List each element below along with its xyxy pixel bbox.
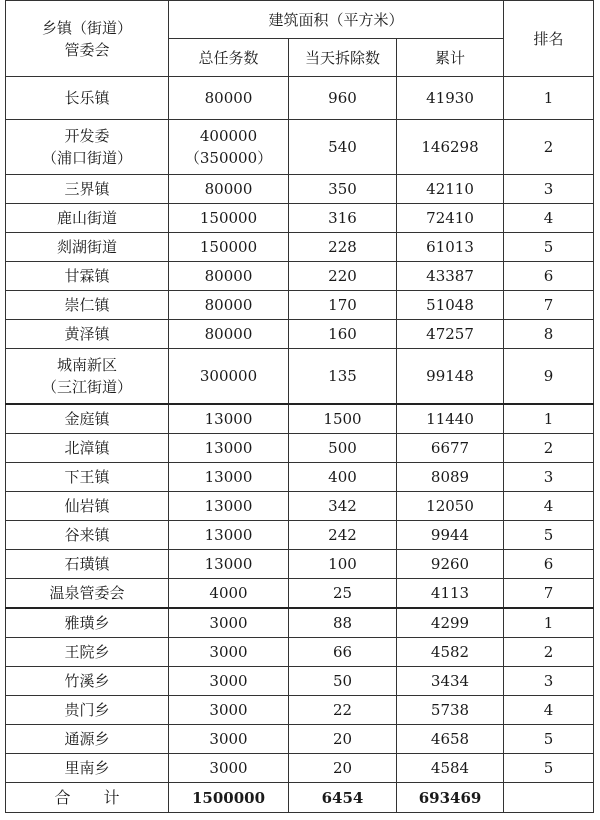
cell-rank [504,349,594,405]
cell-rank-text: 4 [543,497,554,515]
table-row [6,638,594,667]
cell-total-tasks [169,404,289,434]
cell-total-tasks-text: 3000 [209,701,248,719]
cell-township [6,175,169,204]
table-row [6,725,594,754]
cell-total-tasks-text: 80000 [204,296,253,314]
cell-today [289,175,397,204]
cell-rank-text: 5 [543,238,554,256]
table-row [6,608,594,638]
cell-cumulative-text: 99148 [426,367,474,385]
cell-township [6,120,169,175]
cell-township [6,579,169,609]
cell-township [6,77,169,120]
cell-rank-text: 3 [543,180,554,198]
cell-today [289,404,397,434]
cell-rank [504,521,594,550]
cell-total-tasks [169,579,289,609]
cell-total-tasks [169,233,289,262]
cell-rank [504,204,594,233]
cell-township [6,696,169,725]
cell-cumulative-text: 43387 [426,267,474,285]
cell-township-text: 雅璜乡 [64,614,110,632]
table-row [6,120,594,175]
cell-cumulative-text: 12050 [426,497,474,515]
table-row [6,291,594,320]
cell-total-tasks-text: 13000 [204,526,253,544]
cell-rank-text: 3 [543,672,554,690]
cell-cumulative-text: 4113 [430,584,470,602]
cell-township [6,349,169,405]
cell-rank-text: 2 [543,439,554,457]
cell-cumulative-text: 9260 [430,555,470,573]
cell-total-tasks-text: 3000 [209,614,248,632]
cell-rank-text: 2 [543,643,554,661]
cell-rank-text: 7 [543,296,554,314]
cell-today [289,638,397,667]
cell-today [289,463,397,492]
cell-rank-text: 5 [543,730,554,748]
cell-total-tasks-text: 4000 [209,584,248,602]
cell-today [289,349,397,405]
cell-cumulative-text: 6677 [430,439,470,457]
cell-rank [504,404,594,434]
cell-today [289,120,397,175]
cell-township-text: 里南乡 [64,759,110,777]
table-header [6,1,594,77]
cell-township [6,608,169,638]
cell-township-text: 北漳镇 [64,439,110,457]
cell-today-text: 342 [328,497,357,515]
cell-cumulative-text: 8089 [430,468,470,486]
cell-total-tasks [169,521,289,550]
cell-rank [504,120,594,175]
cell-cumulative-text: 9944 [430,526,470,544]
cell-township-text: 仙岩镇 [64,497,110,515]
cell-cumulative-text: 72410 [426,209,474,227]
cell-rank [504,492,594,521]
cell-today [289,754,397,783]
cell-total-tasks-text: 80000 [204,180,253,198]
table-row [6,696,594,725]
cell-rank-text: 6 [543,555,554,573]
cell-today [289,667,397,696]
cell-total-tasks-text: 3000 [209,759,248,777]
cell-township [6,262,169,291]
table-row [6,204,594,233]
cell-today [289,291,397,320]
cell-township-text: 谷来镇 [64,526,110,544]
cell-total-tasks-text: 150000 [199,209,258,227]
cell-township [6,233,169,262]
cell-cumulative [397,696,504,725]
totals-rank [504,783,594,813]
cell-cumulative-text: 4584 [430,759,470,777]
table-row [6,349,594,405]
table-footer [6,783,594,813]
cell-rank [504,320,594,349]
header-cumulative: 累计 [397,39,504,77]
table-row [6,754,594,783]
cell-cumulative [397,77,504,120]
cell-township-text: 长乐镇 [64,89,110,107]
cell-township [6,291,169,320]
cell-cumulative [397,521,504,550]
cell-township-text: 贵门乡 [64,701,110,719]
cell-total-tasks [169,638,289,667]
cell-cumulative [397,550,504,579]
cell-cumulative [397,725,504,754]
cell-rank [504,608,594,638]
cell-total-tasks-text: 13000 [204,439,253,457]
table-row [6,233,594,262]
cell-total-tasks [169,291,289,320]
table-row [6,667,594,696]
cell-rank [504,262,594,291]
cell-cumulative-text: 42110 [426,180,474,198]
cell-cumulative [397,579,504,609]
cell-total-tasks [169,754,289,783]
cell-cumulative [397,262,504,291]
totals-row [6,783,594,813]
cell-rank [504,434,594,463]
cell-cumulative-text: 61013 [426,238,474,256]
cell-today-text: 20 [332,730,353,748]
cell-township [6,638,169,667]
cell-today [289,320,397,349]
cell-rank [504,754,594,783]
cell-today-text: 1500 [323,410,362,428]
cell-township-text: 鹿山街道 [56,209,117,227]
cell-rank [504,638,594,667]
cell-total-tasks [169,120,289,175]
cell-cumulative [397,434,504,463]
header-township-line1: 乡镇（街道） [41,18,132,37]
cell-today-text: 50 [332,672,353,690]
cell-rank-text: 6 [543,267,554,285]
cell-rank [504,233,594,262]
cell-cumulative [397,120,504,175]
cell-total-tasks [169,175,289,204]
cell-total-tasks [169,667,289,696]
cell-today [289,204,397,233]
cell-township-text: 竹溪乡 [64,672,110,690]
cell-today-text: 88 [332,614,353,632]
cell-rank [504,291,594,320]
cell-total-tasks [169,492,289,521]
table-row [6,550,594,579]
cell-rank-text: 7 [543,584,554,602]
cell-total-tasks-text-line2: （350000） [184,149,273,167]
cell-cumulative-text: 4299 [430,614,470,632]
cell-rank-text: 5 [543,759,554,777]
table-row [6,77,594,120]
cell-total-tasks [169,262,289,291]
cell-township [6,204,169,233]
cell-today [289,262,397,291]
table-row [6,404,594,434]
table-row [6,579,594,609]
table-row [6,463,594,492]
cell-total-tasks-text: 300000 [199,367,258,385]
cell-today-text: 316 [328,209,357,227]
cell-total-tasks [169,725,289,754]
cell-rank-text: 9 [543,367,554,385]
cell-total-tasks-text: 3000 [209,730,248,748]
cell-township [6,320,169,349]
totals-label: 合 计 [6,783,169,813]
cell-today-text: 160 [328,325,357,343]
cell-total-tasks-text: 80000 [204,267,253,285]
cell-total-tasks [169,434,289,463]
table-row [6,492,594,521]
cell-total-tasks [169,77,289,120]
cell-total-tasks [169,204,289,233]
cell-rank [504,667,594,696]
cell-rank-text: 8 [543,325,554,343]
cell-total-tasks-text: 400000 [199,127,258,145]
cell-total-tasks [169,608,289,638]
cell-cumulative-text: 146298 [421,138,479,156]
cell-township-text: 崇仁镇 [64,296,110,314]
cell-today [289,233,397,262]
header-township [6,1,169,77]
cell-total-tasks [169,550,289,579]
cell-total-tasks-text: 13000 [204,555,253,573]
cell-cumulative [397,667,504,696]
totals-cumulative: 693469 [397,783,504,813]
cell-township [6,667,169,696]
cell-rank-text: 1 [543,614,554,632]
cell-township-text-line2: （浦口街道） [41,149,132,167]
cell-cumulative-text: 11440 [426,410,474,428]
cell-total-tasks-text: 13000 [204,497,253,515]
table-row [6,262,594,291]
cell-township [6,754,169,783]
cell-rank-text: 5 [543,526,554,544]
cell-today-text: 960 [328,89,357,107]
cell-cumulative-text: 4658 [430,730,470,748]
cell-cumulative-text: 47257 [426,325,474,343]
cell-today [289,550,397,579]
cell-today [289,579,397,609]
cell-township [6,550,169,579]
cell-cumulative-text: 5738 [430,701,470,719]
cell-cumulative [397,349,504,405]
cell-township [6,725,169,754]
cell-rank-text: 3 [543,468,554,486]
cell-cumulative [397,404,504,434]
cell-today-text: 540 [328,138,357,156]
cell-cumulative [397,492,504,521]
cell-township-text: 温泉管委会 [49,584,125,602]
demolition-ranking-sheet [5,0,593,813]
cell-rank-text: 2 [543,138,554,156]
cell-cumulative [397,754,504,783]
cell-township [6,434,169,463]
table-row [6,320,594,349]
cell-rank-text: 1 [543,410,554,428]
cell-cumulative [397,233,504,262]
cell-cumulative [397,638,504,667]
cell-township [6,404,169,434]
cell-township-text: 石璜镇 [64,555,110,573]
table-body [6,77,594,783]
cell-township [6,463,169,492]
cell-today-text: 400 [328,468,357,486]
cell-today-text: 350 [328,180,357,198]
header-township-line2: 管委会 [64,40,110,59]
table-row [6,434,594,463]
cell-total-tasks [169,463,289,492]
cell-rank [504,77,594,120]
cell-today [289,521,397,550]
cell-today-text: 242 [328,526,357,544]
cell-cumulative-text: 3434 [430,672,470,690]
cell-rank-text: 1 [543,89,554,107]
header-area-group: 建筑面积（平方米） [169,1,504,39]
cell-cumulative-text: 41930 [426,89,474,107]
header-total-tasks: 总任务数 [169,39,289,77]
cell-rank [504,463,594,492]
table-row [6,175,594,204]
cell-cumulative [397,175,504,204]
cell-today [289,725,397,754]
cell-cumulative-text: 51048 [426,296,474,314]
totals-today: 6454 [289,783,397,813]
cell-total-tasks-text: 13000 [204,468,253,486]
cell-total-tasks [169,696,289,725]
cell-today-text: 22 [332,701,353,719]
cell-today-text: 25 [332,584,353,602]
cell-today-text: 135 [328,367,357,385]
demolition-ranking-table [5,0,594,813]
cell-cumulative [397,463,504,492]
cell-township-text: 金庭镇 [64,410,110,428]
cell-total-tasks [169,320,289,349]
cell-township-text: 开发委 [64,127,110,145]
cell-today-text: 170 [328,296,357,314]
cell-township-text: 三界镇 [64,180,110,198]
cell-today-text: 100 [328,555,357,573]
cell-total-tasks-text: 13000 [204,410,253,428]
cell-rank [504,579,594,609]
cell-total-tasks-text: 80000 [204,325,253,343]
cell-rank-text: 4 [543,209,554,227]
cell-today-text: 220 [328,267,357,285]
cell-township-text: 城南新区 [56,356,117,374]
cell-rank [504,696,594,725]
cell-total-tasks-text: 3000 [209,643,248,661]
table-row [6,521,594,550]
cell-township-text-line2: （三江街道） [41,378,132,396]
cell-cumulative [397,320,504,349]
cell-township-text: 剡湖街道 [56,238,117,256]
cell-rank [504,550,594,579]
header-today: 当天拆除数 [289,39,397,77]
cell-township-text: 下王镇 [64,468,110,486]
cell-cumulative [397,291,504,320]
cell-today-text: 20 [332,759,353,777]
cell-cumulative [397,608,504,638]
cell-township [6,521,169,550]
cell-today [289,492,397,521]
cell-today-text: 66 [332,643,353,661]
totals-total-tasks: 1500000 [169,783,289,813]
cell-township-text: 甘霖镇 [64,267,110,285]
cell-cumulative-text: 4582 [430,643,470,661]
cell-rank-text: 4 [543,701,554,719]
cell-rank [504,725,594,754]
cell-total-tasks-text: 3000 [209,672,248,690]
cell-total-tasks-text: 150000 [199,238,258,256]
cell-today-text: 228 [328,238,357,256]
cell-today [289,434,397,463]
cell-today [289,696,397,725]
cell-rank [504,175,594,204]
cell-township-text: 黄泽镇 [64,325,110,343]
cell-township-text: 王院乡 [64,643,110,661]
cell-today [289,608,397,638]
cell-cumulative [397,204,504,233]
cell-township [6,492,169,521]
cell-township-text: 通源乡 [64,730,110,748]
header-rank: 排名 [504,1,594,77]
cell-total-tasks [169,349,289,405]
cell-total-tasks-text: 80000 [204,89,253,107]
cell-today-text: 500 [328,439,357,457]
cell-today [289,77,397,120]
